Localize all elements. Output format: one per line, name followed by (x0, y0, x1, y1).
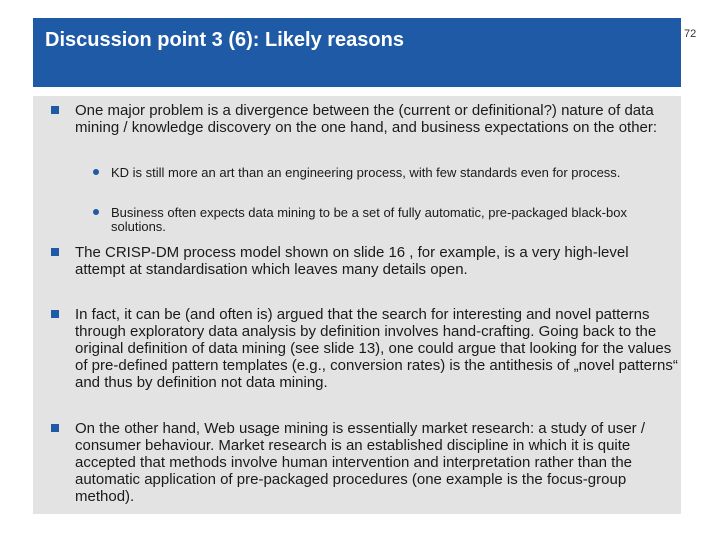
bullet-text: In fact, it can be (and often is) argued that the search for interesting and novel patterns through exploratory data analysis by definition involves hand-crafting. Going back to the original definition of data mining (see slide 13), one could argue that looking for the values of pre-defined pattern templates (e.g., conversion rates) is the antithesis of „novel patterns“ and thus by definition not data mining. (75, 306, 678, 391)
bullet-item (33, 244, 678, 278)
sub-bullet-item (33, 206, 678, 234)
bullet-item (33, 420, 678, 505)
sub-bullet-text: Business often expects data mining to be a set of fully automatic, pre-packaged black-box solutions. (111, 205, 627, 234)
round-bullet-icon (93, 209, 99, 215)
square-bullet-icon (51, 424, 59, 432)
square-bullet-icon (51, 106, 59, 114)
square-bullet-icon (51, 248, 59, 256)
bullet-text: The CRISP-DM process model shown on slide 16 , for example, is a very high-level attempt at standardisation which leaves many details open. (75, 244, 629, 278)
bullet-item (33, 102, 678, 136)
square-bullet-icon (51, 310, 59, 318)
bullet-item (33, 306, 678, 391)
sub-bullet-item (33, 166, 678, 180)
slide-number: 72 (684, 28, 697, 40)
bullet-text: One major problem is a divergence between the (current or definitional?) nature of data mining / knowledge discovery on the one hand, and business expectations on the other: (75, 102, 658, 136)
slide-title: Discussion point 3 (6): Likely reasons (45, 29, 404, 51)
content-panel (33, 96, 681, 514)
sub-bullet-text: KD is still more an art than an engineering process, with few standards even for process. (111, 165, 621, 180)
title-bar (33, 18, 681, 87)
bullet-text: On the other hand, Web usage mining is essentially market research: a study of user / consumer behaviour. Market research is an established discipline in which it is quite accepted that methods involve human intervention and interpretation rather than the automatic application of pre-packaged procedures (one example is the focus-group method). (75, 420, 646, 505)
round-bullet-icon (93, 169, 99, 175)
